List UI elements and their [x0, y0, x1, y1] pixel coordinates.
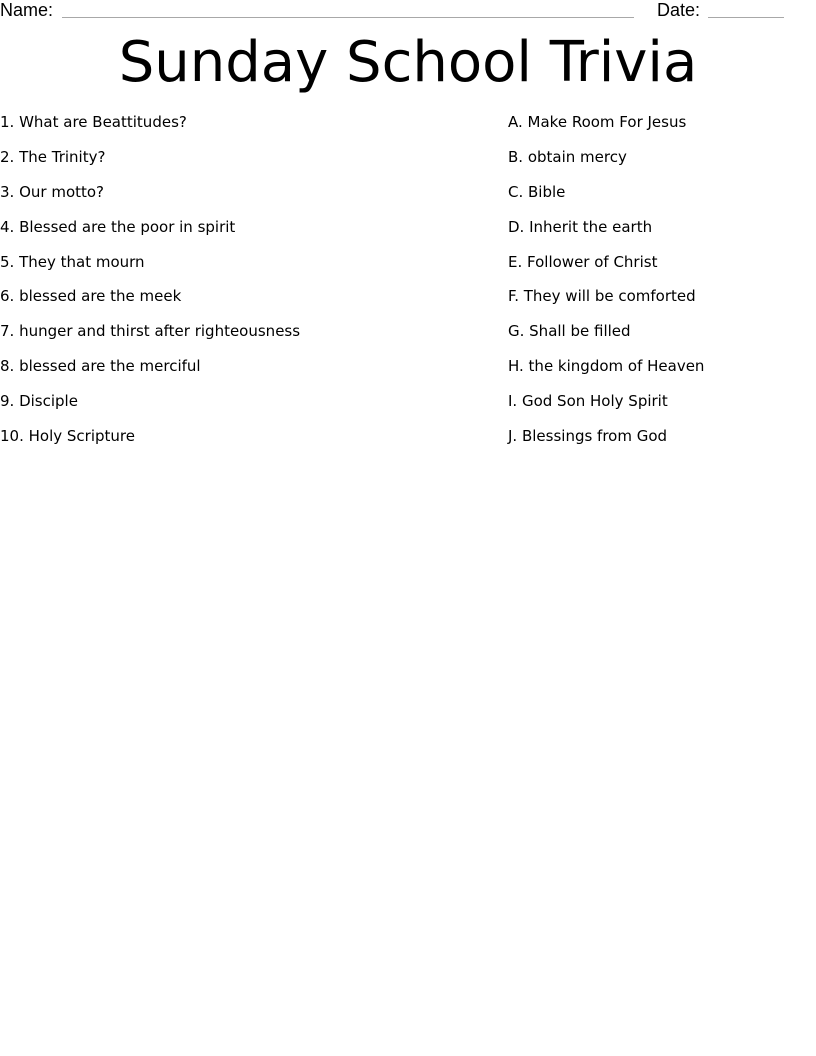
- question-item: 1. What are Beattitudes?: [0, 113, 187, 131]
- answer-item: A. Make Room For Jesus: [508, 113, 687, 131]
- answer-item: D. Inherit the earth: [508, 217, 653, 236]
- answer-item: I. God Son Holy Spirit: [508, 392, 668, 411]
- answer-item: J. Blessings from God: [508, 427, 668, 446]
- page-title: Sunday School Trivia: [118, 30, 698, 95]
- answers-list: [508, 111, 808, 460]
- answer-item: H. the kingdom of Heaven: [508, 357, 705, 376]
- question-item: 9. Disciple: [0, 392, 78, 411]
- question-item: 4. Blessed are the poor in spirit: [0, 217, 236, 236]
- questions-list: [0, 111, 490, 460]
- question-item: 8. blessed are the merciful: [0, 357, 201, 376]
- answer-item: B. obtain mercy: [508, 147, 627, 166]
- question-item: 2. The Trinity?: [0, 147, 106, 166]
- name-label: Name:: [0, 0, 54, 20]
- answer-item: E. Follower of Christ: [508, 252, 658, 271]
- date-label: Date:: [657, 0, 701, 20]
- worksheet-header: [0, 0, 816, 22]
- answer-item: F. They will be comforted: [508, 287, 696, 306]
- name-field[interactable]: [62, 17, 634, 18]
- question-item: 5. They that mourn: [0, 252, 145, 271]
- question-item: 10. Holy Scripture: [0, 427, 135, 446]
- question-item: 7. hunger and thirst after righteousness: [0, 322, 301, 341]
- answer-item: C. Bible: [508, 182, 566, 201]
- answer-item: G. Shall be filled: [508, 322, 631, 341]
- question-item: 6. blessed are the meek: [0, 287, 182, 306]
- question-item: 3. Our motto?: [0, 182, 105, 201]
- date-field[interactable]: [708, 17, 784, 18]
